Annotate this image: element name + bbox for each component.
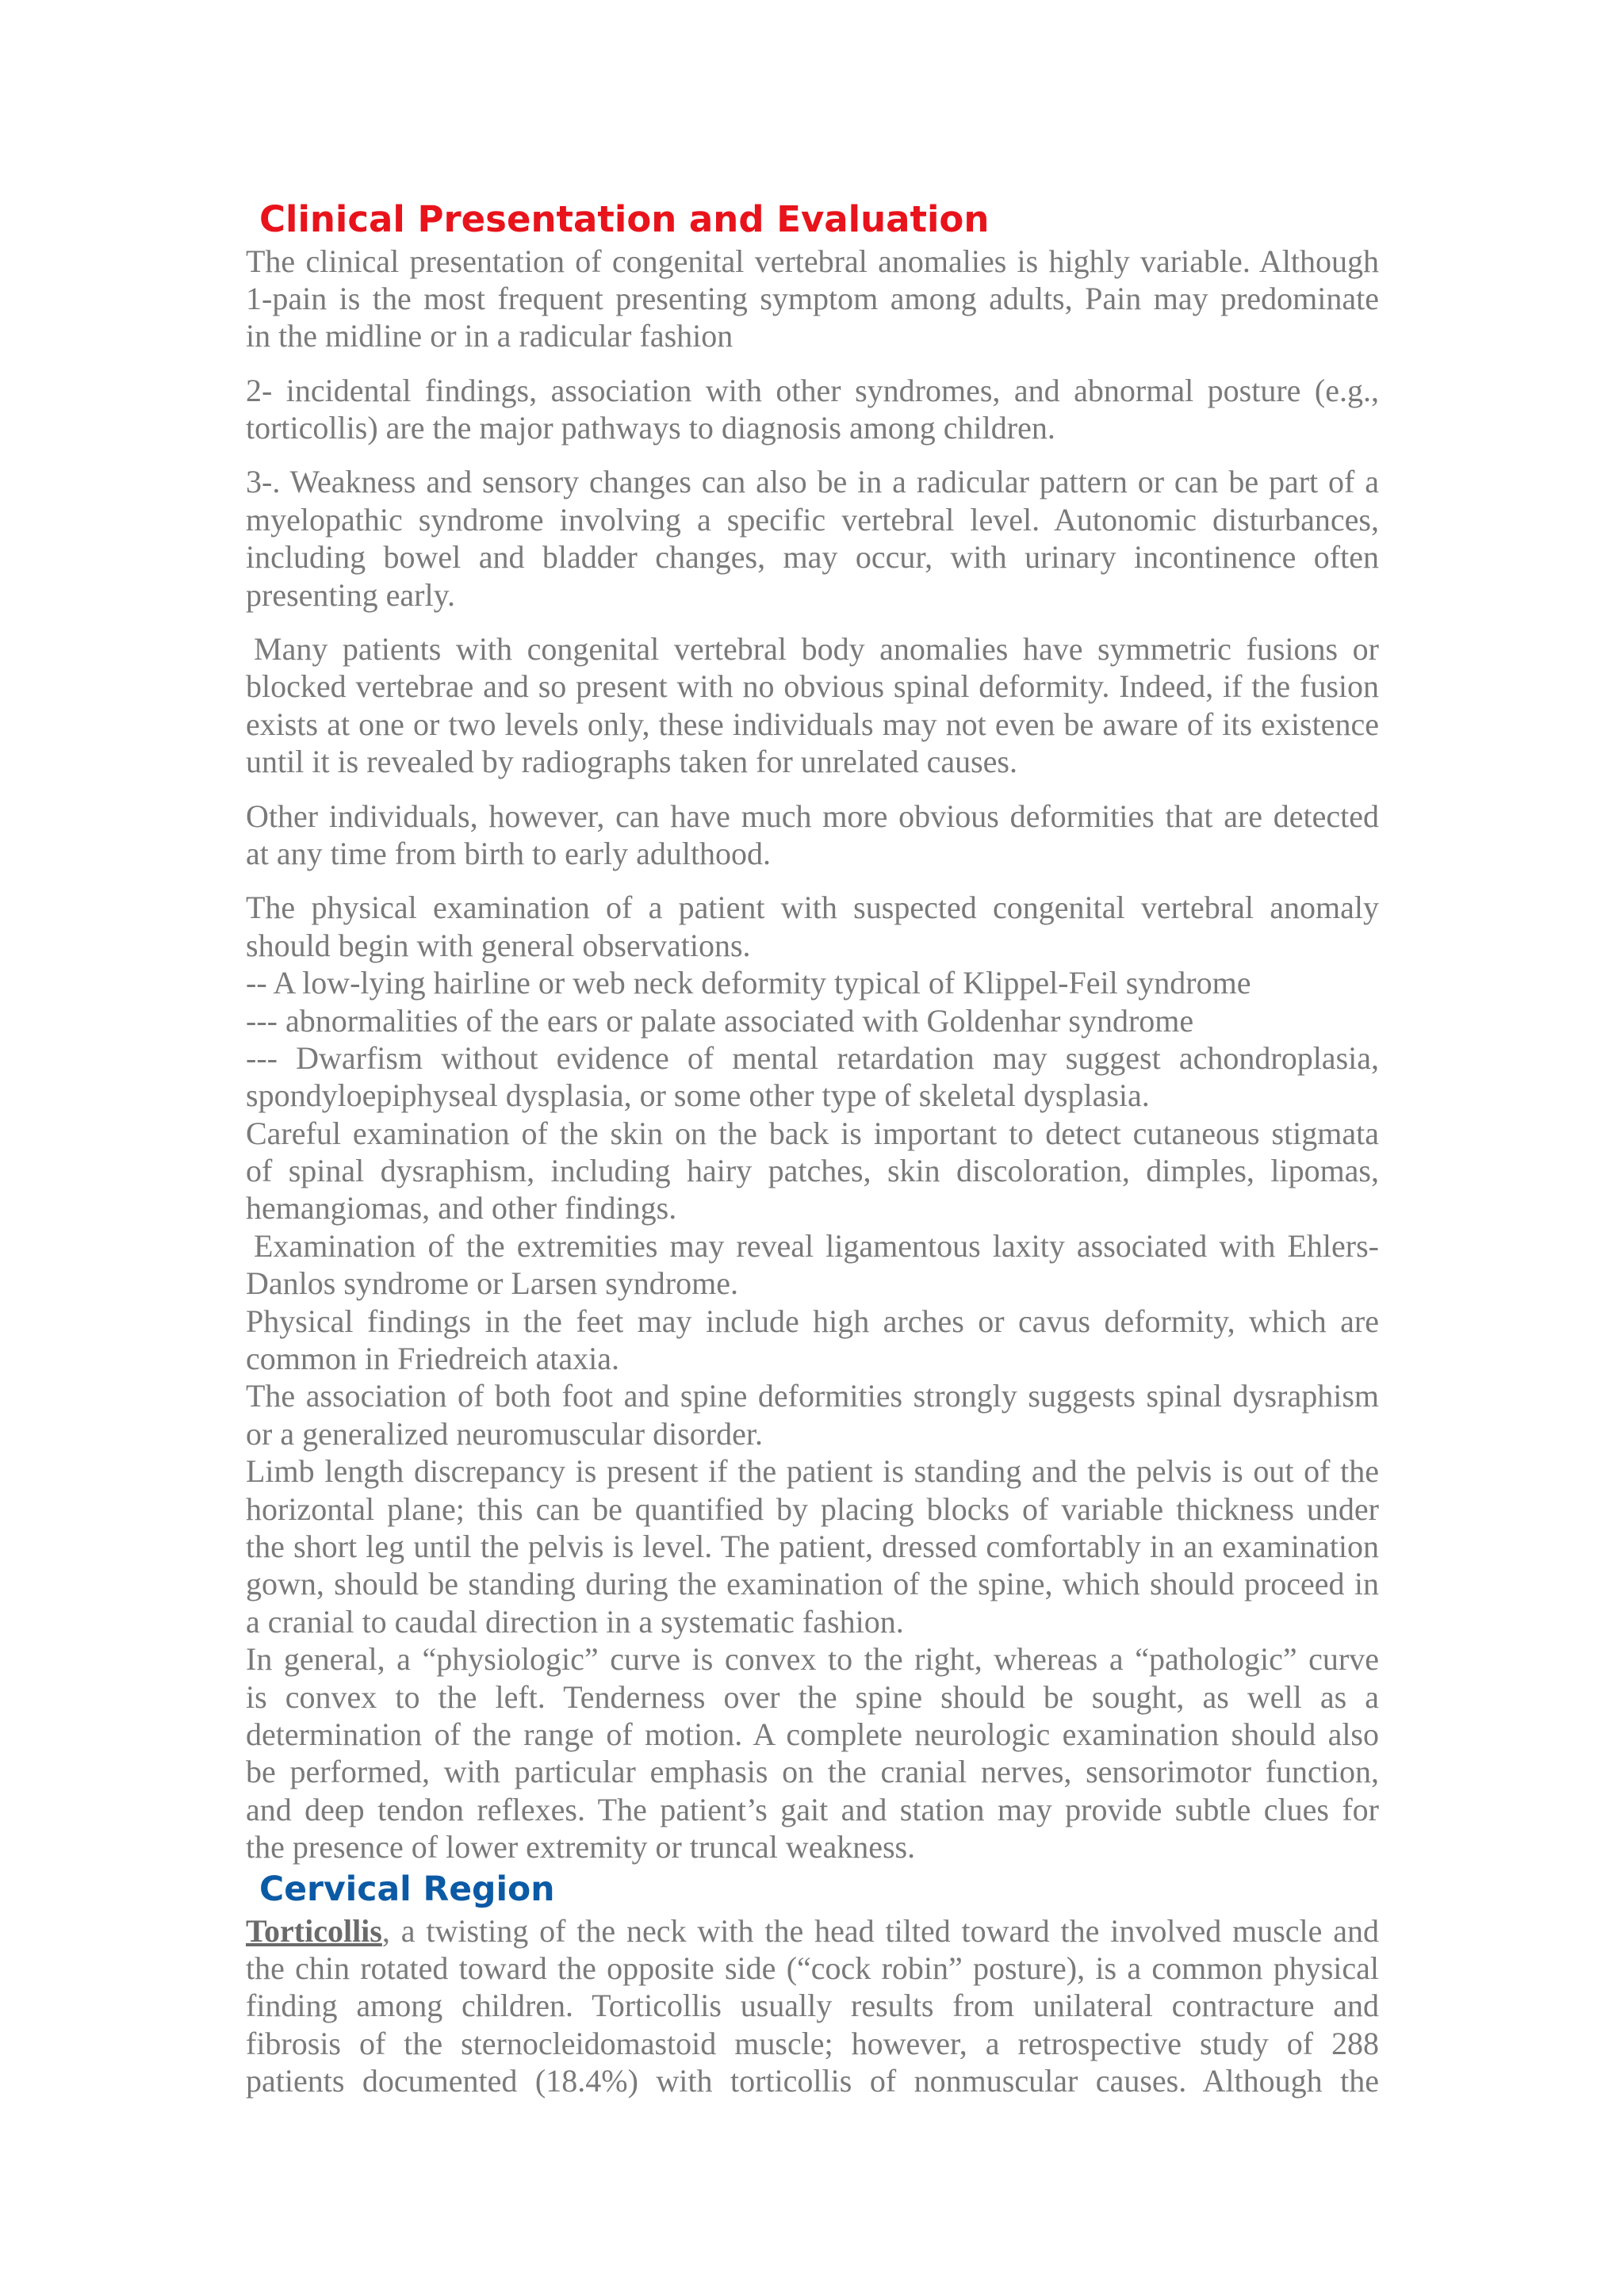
- paragraph: [246, 630, 1379, 781]
- text-span: , a twisting of the neck with the head tilted toward the involved muscle and: [381, 1912, 1379, 1949]
- text-line: until it is revealed by radiographs taken for unrelated causes.: [246, 744, 1017, 780]
- paragraph: [246, 1452, 1379, 1640]
- text-line: of spinal dysraphism, including hairy patches, skin discoloration, dimples, lipomas,: [246, 1153, 1379, 1189]
- text-line: torticollis) are the major pathways to diagnosis among children.: [246, 410, 1055, 446]
- text-line: the presence of lower extremity or truncal weakness.: [246, 1829, 916, 1866]
- text-line: 3-. Weakness and sensory changes can also be in a radicular pattern or can be part of a: [246, 464, 1379, 500]
- text-line: Limb length discrepancy is present if the patient is standing and the pelvis is out of the: [246, 1453, 1379, 1490]
- text-line: in the midline or in a radicular fashion: [246, 318, 733, 354]
- text-block: [246, 243, 1379, 355]
- text-line: fibrosis of the sternocleidomastoid muscle; however, a retrospective study of 288: [246, 2025, 1379, 2061]
- text-block: [246, 889, 1379, 1866]
- page-content: [246, 199, 1379, 2099]
- clinical-section-body: [246, 243, 1379, 1866]
- text-line: Many patients with congenital vertebral body anomalies have symmetric fusions or: [254, 631, 1379, 668]
- text-line: at any time from birth to early adulthood.: [246, 835, 772, 871]
- paragraph: [246, 1640, 1379, 1866]
- text-line: the chin rotated toward the opposite side (“cock robin” posture), is a common physical: [246, 1950, 1379, 1986]
- text-line: Examination of the extremities may reveal ligamentous laxity associated with Ehlers-: [254, 1227, 1379, 1264]
- text-line: Careful examination of the skin on the back is important to detect cutaneous stigmata: [246, 1115, 1379, 1151]
- text-line: [246, 1912, 1379, 1950]
- text-line: Danlos syndrome or Larsen syndrome.: [246, 1265, 738, 1302]
- paragraph: [246, 372, 1379, 447]
- text-line: a cranial to caudal direction in a systematic fashion.: [246, 1603, 904, 1640]
- section-heading-cervical-region: Cervical Region: [259, 1869, 555, 1909]
- text-line: 1-pain is the most frequent presenting symptom among adults, Pain may predominate: [246, 280, 1379, 316]
- paragraph: [246, 1039, 1379, 1115]
- text-block: [246, 630, 1379, 781]
- text-line: The clinical presentation of congenital vertebral anomalies is highly variable. Although: [246, 243, 1379, 279]
- text-line: and deep tendon reflexes. The patient’s gait and station may provide subtle clues for: [246, 1791, 1379, 1827]
- paragraph: [246, 798, 1379, 873]
- paragraph: [246, 1002, 1379, 1039]
- text-line: including bowel and bladder changes, may occur, with urinary incontinence often: [246, 539, 1379, 576]
- text-block: [246, 372, 1379, 447]
- text-line: In general, a “physiologic” curve is convex to the right, whereas a “pathologic” curve: [246, 1641, 1379, 1678]
- text-line: Physical findings in the feet may include high arches or cavus deformity, which are: [246, 1303, 1379, 1339]
- text-line: gown, should be standing during the examination of the spine, which should proceed in: [246, 1566, 1379, 1602]
- section-heading-clinical-presentation: Clinical Presentation and Evaluation: [259, 198, 990, 240]
- text-line: determination of the range of motion. A complete neurologic examination should also: [246, 1716, 1379, 1752]
- paragraph: [246, 243, 1379, 355]
- text-line: -- A low-lying hairline or web neck deformity typical of Klippel-Feil syndrome: [246, 965, 1251, 1001]
- text-line: presenting early.: [246, 576, 455, 613]
- paragraph: [246, 1115, 1379, 1227]
- paragraph: [246, 1377, 1379, 1452]
- text-block: [246, 463, 1379, 614]
- text-block: [246, 798, 1379, 873]
- text-line: exists at one or two levels only, these individuals may not even be aware of its existence: [246, 706, 1379, 742]
- text-line: be performed, with particular emphasis on the cranial nerves, sensorimotor function,: [246, 1754, 1379, 1790]
- paragraph: [246, 463, 1379, 614]
- text-line: myelopathic syndrome involving a specific vertebral level. Autonomic disturbances,: [246, 501, 1379, 538]
- text-line: The physical examination of a patient with suspected congenital vertebral anomaly: [246, 890, 1379, 926]
- paragraph: [246, 1227, 1379, 1303]
- paragraph: [246, 1303, 1379, 1378]
- text-line: horizontal plane; this can be quantified by placing blocks of variable thickness under: [246, 1490, 1379, 1527]
- term-torticollis: Torticollis: [246, 1912, 382, 1949]
- text-line: spondyloepiphyseal dysplasia, or some other type of skeletal dysplasia.: [246, 1077, 1150, 1114]
- text-line: hemangiomas, and other findings.: [246, 1190, 677, 1226]
- text-line: blocked vertebrae and so present with no obvious spinal deformity. Indeed, if the fusion: [246, 668, 1379, 705]
- text-line: is convex to the left. Tenderness over the spine should be sought, as well as a: [246, 1678, 1379, 1715]
- text-line: patients documented (18.4%) with torticollis of nonmuscular causes. Although the: [246, 2063, 1379, 2099]
- text-line: --- abnormalities of the ears or palate associated with Goldenhar syndrome: [246, 1002, 1194, 1039]
- text-line: 2- incidental findings, association with other syndromes, and abnormal posture (e.g.,: [246, 372, 1379, 408]
- text-line: --- Dwarfism without evidence of mental retardation may suggest achondroplasia,: [246, 1039, 1379, 1076]
- text-line: should begin with general observations.: [246, 927, 751, 963]
- text-line: common in Friedreich ataxia.: [246, 1341, 619, 1377]
- paragraph: [246, 889, 1379, 964]
- paragraph: [246, 1912, 1379, 2100]
- text-line: finding among children. Torticollis usually results from unilateral contracture and: [246, 1988, 1379, 2024]
- text-line: The association of both foot and spine deformities strongly suggests spinal dysraphism: [246, 1378, 1379, 1414]
- text-line: the short leg until the pelvis is level. The patient, dressed comfortably in an examination: [246, 1529, 1379, 1564]
- text-line: Other individuals, however, can have much more obvious deformities that are detected: [246, 798, 1379, 834]
- paragraph: [246, 964, 1379, 1001]
- text-line: or a generalized neuromuscular disorder.: [246, 1415, 763, 1452]
